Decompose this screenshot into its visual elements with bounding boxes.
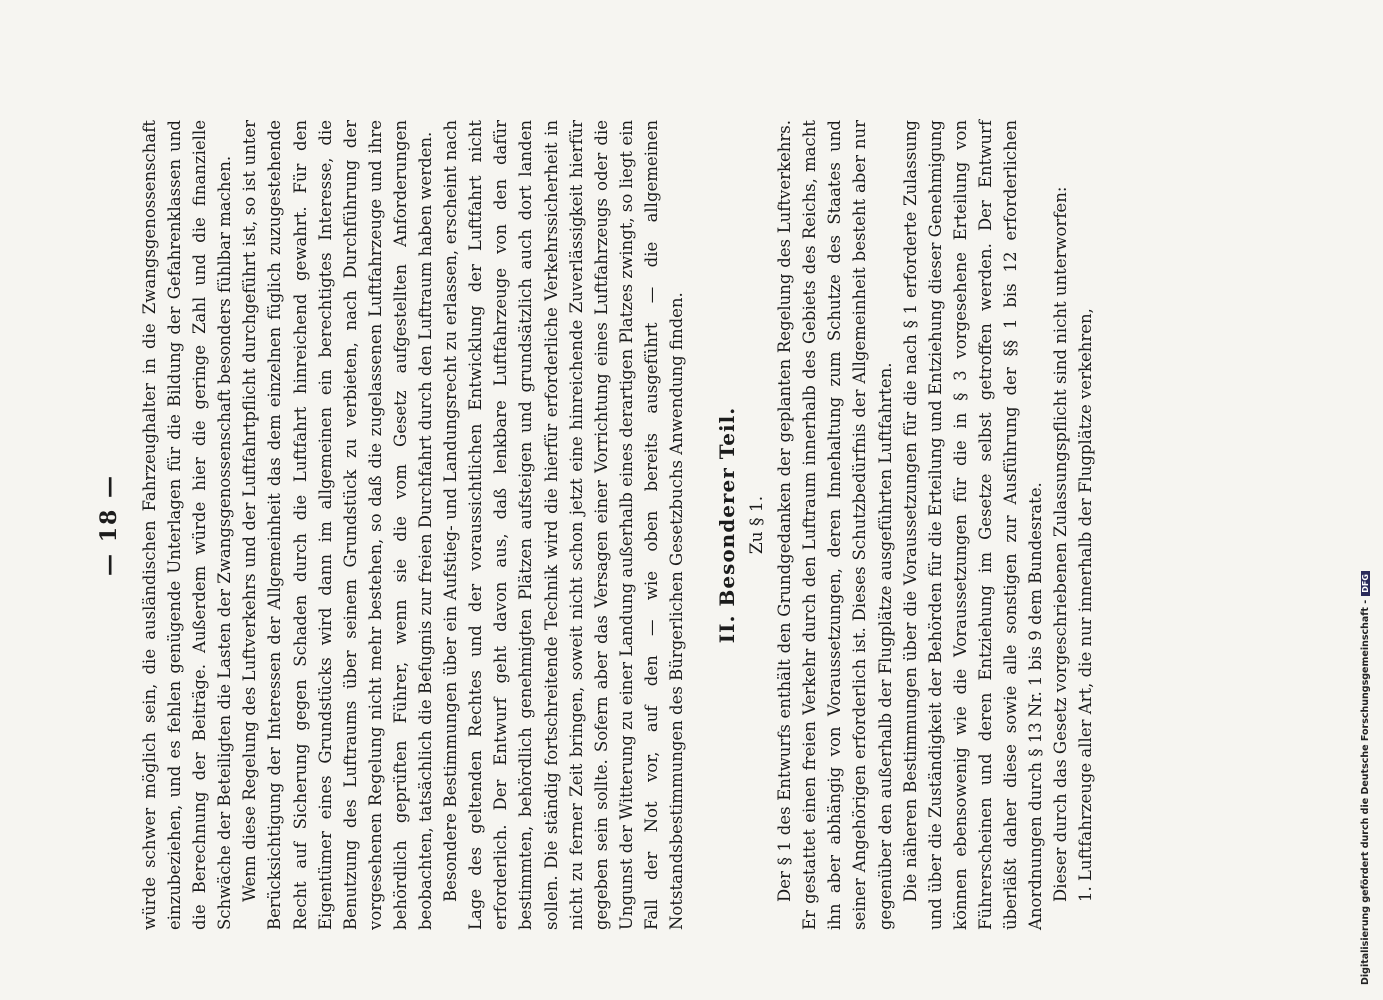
- subheading: Zu § 1.: [747, 495, 768, 555]
- section-heading: II. Besonderer Teil.: [715, 406, 740, 644]
- page-number: — 18 —: [96, 474, 122, 576]
- credit-text: Digitalisierung gefördert durch die Deutsche Forschungsgemeinschaft -: [1360, 599, 1371, 985]
- paragraph: Wenn diese Regelung des Luftverkehrs und der Luftfahrtpflicht durchgeführt ist, so ist unter Berücksichtigung der Interessen der Allgemeinheit das dem einzelnen füglich zuzugestehende Recht auf Sicherung gegen Schaden durch die Luftfahrt hinreichend gewahrt. Für den Eigentümer eines Grundstücks wird dann im allgemeinen ein berechtigtes Interesse, die Benutzung des Luftraums über seinem Grundstück zu verbieten, nach Durchführung der vorgesehenen Regelung nicht mehr bestehen, so daß die zugelassenen Luftfahrzeuge und ihre behördlich geprüften Führer, wenn sie die vom Gesetz aufgestellten Anforderungen beobachten, tatsächlich die Befugnis zur freien Durchfahrt durch den Luftraum haben werden.: [240, 120, 436, 930]
- digitization-credit: [1360, 5, 1371, 985]
- paragraph: Dieser durch das Gesetz vorgeschriebenen Zulassungspflicht sind nicht unterworfen:: [1051, 186, 1071, 902]
- paragraph: Besondere Bestimmungen über ein Aufstieg- und Landungsrecht zu erlassen, erscheint nach Lage des geltenden Rechtes und der voraussichtlichen Entwicklung der Luftfahrt nicht erforderlich. Der Entwurf geht davon aus, daß lenkbare Luftfahrzeuge von den dafür bestimmten, behördlich genehmigten Plätzen aufsteigen und grundsätzlich auch dort landen sollen. Die ständig fortschreitende Technik wird die hierfür erforderliche Verkehrssicherheit in nicht zu ferner Zeit bringen, soweit nicht schon jetzt eine hinreichende Zuverlässigkeit hierfür gegeben sein sollte. Sofern aber das Versagen einer Vorrichtung eines Luftfahrzeugs oder die Ungunst der Witterung zu einer Landung außerhalb eines derartigen Platzes zwingt, so liegt ein Fall der Not vor, auf den — wie oben bereits ausgeführt — die allgemeinen Notstandsbestimmungen des Bürgerlichen Gesetzbuchs Anwendung finden.: [441, 120, 686, 930]
- rotated-text-block: [95, 120, 1215, 930]
- paragraph: Die näheren Bestimmungen über die Voraussetzungen für die nach § 1 erforderte Zulassung und über die Zuständigkeit der Behörden für die Erteilung und Entziehung dieser Genehmigung können ebensowenig wie die Voraussetzungen für die in § 3 vorgesehene Erteilung von Führerscheinen und deren Entziehung im Gesetze selbst getroffen werden. Der Entwurf überläßt daher diese sowie alle sonstigen zur Ausführung der §§ 1 bis 12 erforderlichen Anordnungen durch § 13 Nr. 1 bis 9 dem Bundesrate.: [900, 120, 1046, 930]
- paragraph-continuation: würde schwer möglich sein, die ausländischen Fahrzeughalter in die Zwangsgenossenschaft einzubeziehen, und es fehlen genügende Unterlagen für die Bildung der Gefahrenklassen und die Berechnung der Beiträge. Außerdem würde hier die geringe Zahl und die finanzielle Schwäche der Beteiligten die Lasten der Zwangsgenossenschaft besonders fühlbar machen.: [140, 120, 235, 930]
- list-item: 1. Luftfahrzeuge aller Art, die nur innerhalb der Flugplätze verkehren,: [1076, 308, 1096, 902]
- dfg-logo: DFG: [1361, 571, 1370, 596]
- paragraph: Der § 1 des Entwurfs enthält den Grundgedanken der geplanten Regelung des Luftverkehrs. Er gestattet einen freien Verkehr durch den Luftraum innerhalb des Gebiets des Reichs, macht ihn aber abhängig von Voraussetzungen, deren Innehaltung zum Schutze des Staates und seiner Angehörigen erforderlich ist. Dieses Schutzbedürfnis der Allgemeinheit besteht aber nur gegenüber den außerhalb der Flugplätze ausgeführten Luftfahrten.: [775, 120, 895, 930]
